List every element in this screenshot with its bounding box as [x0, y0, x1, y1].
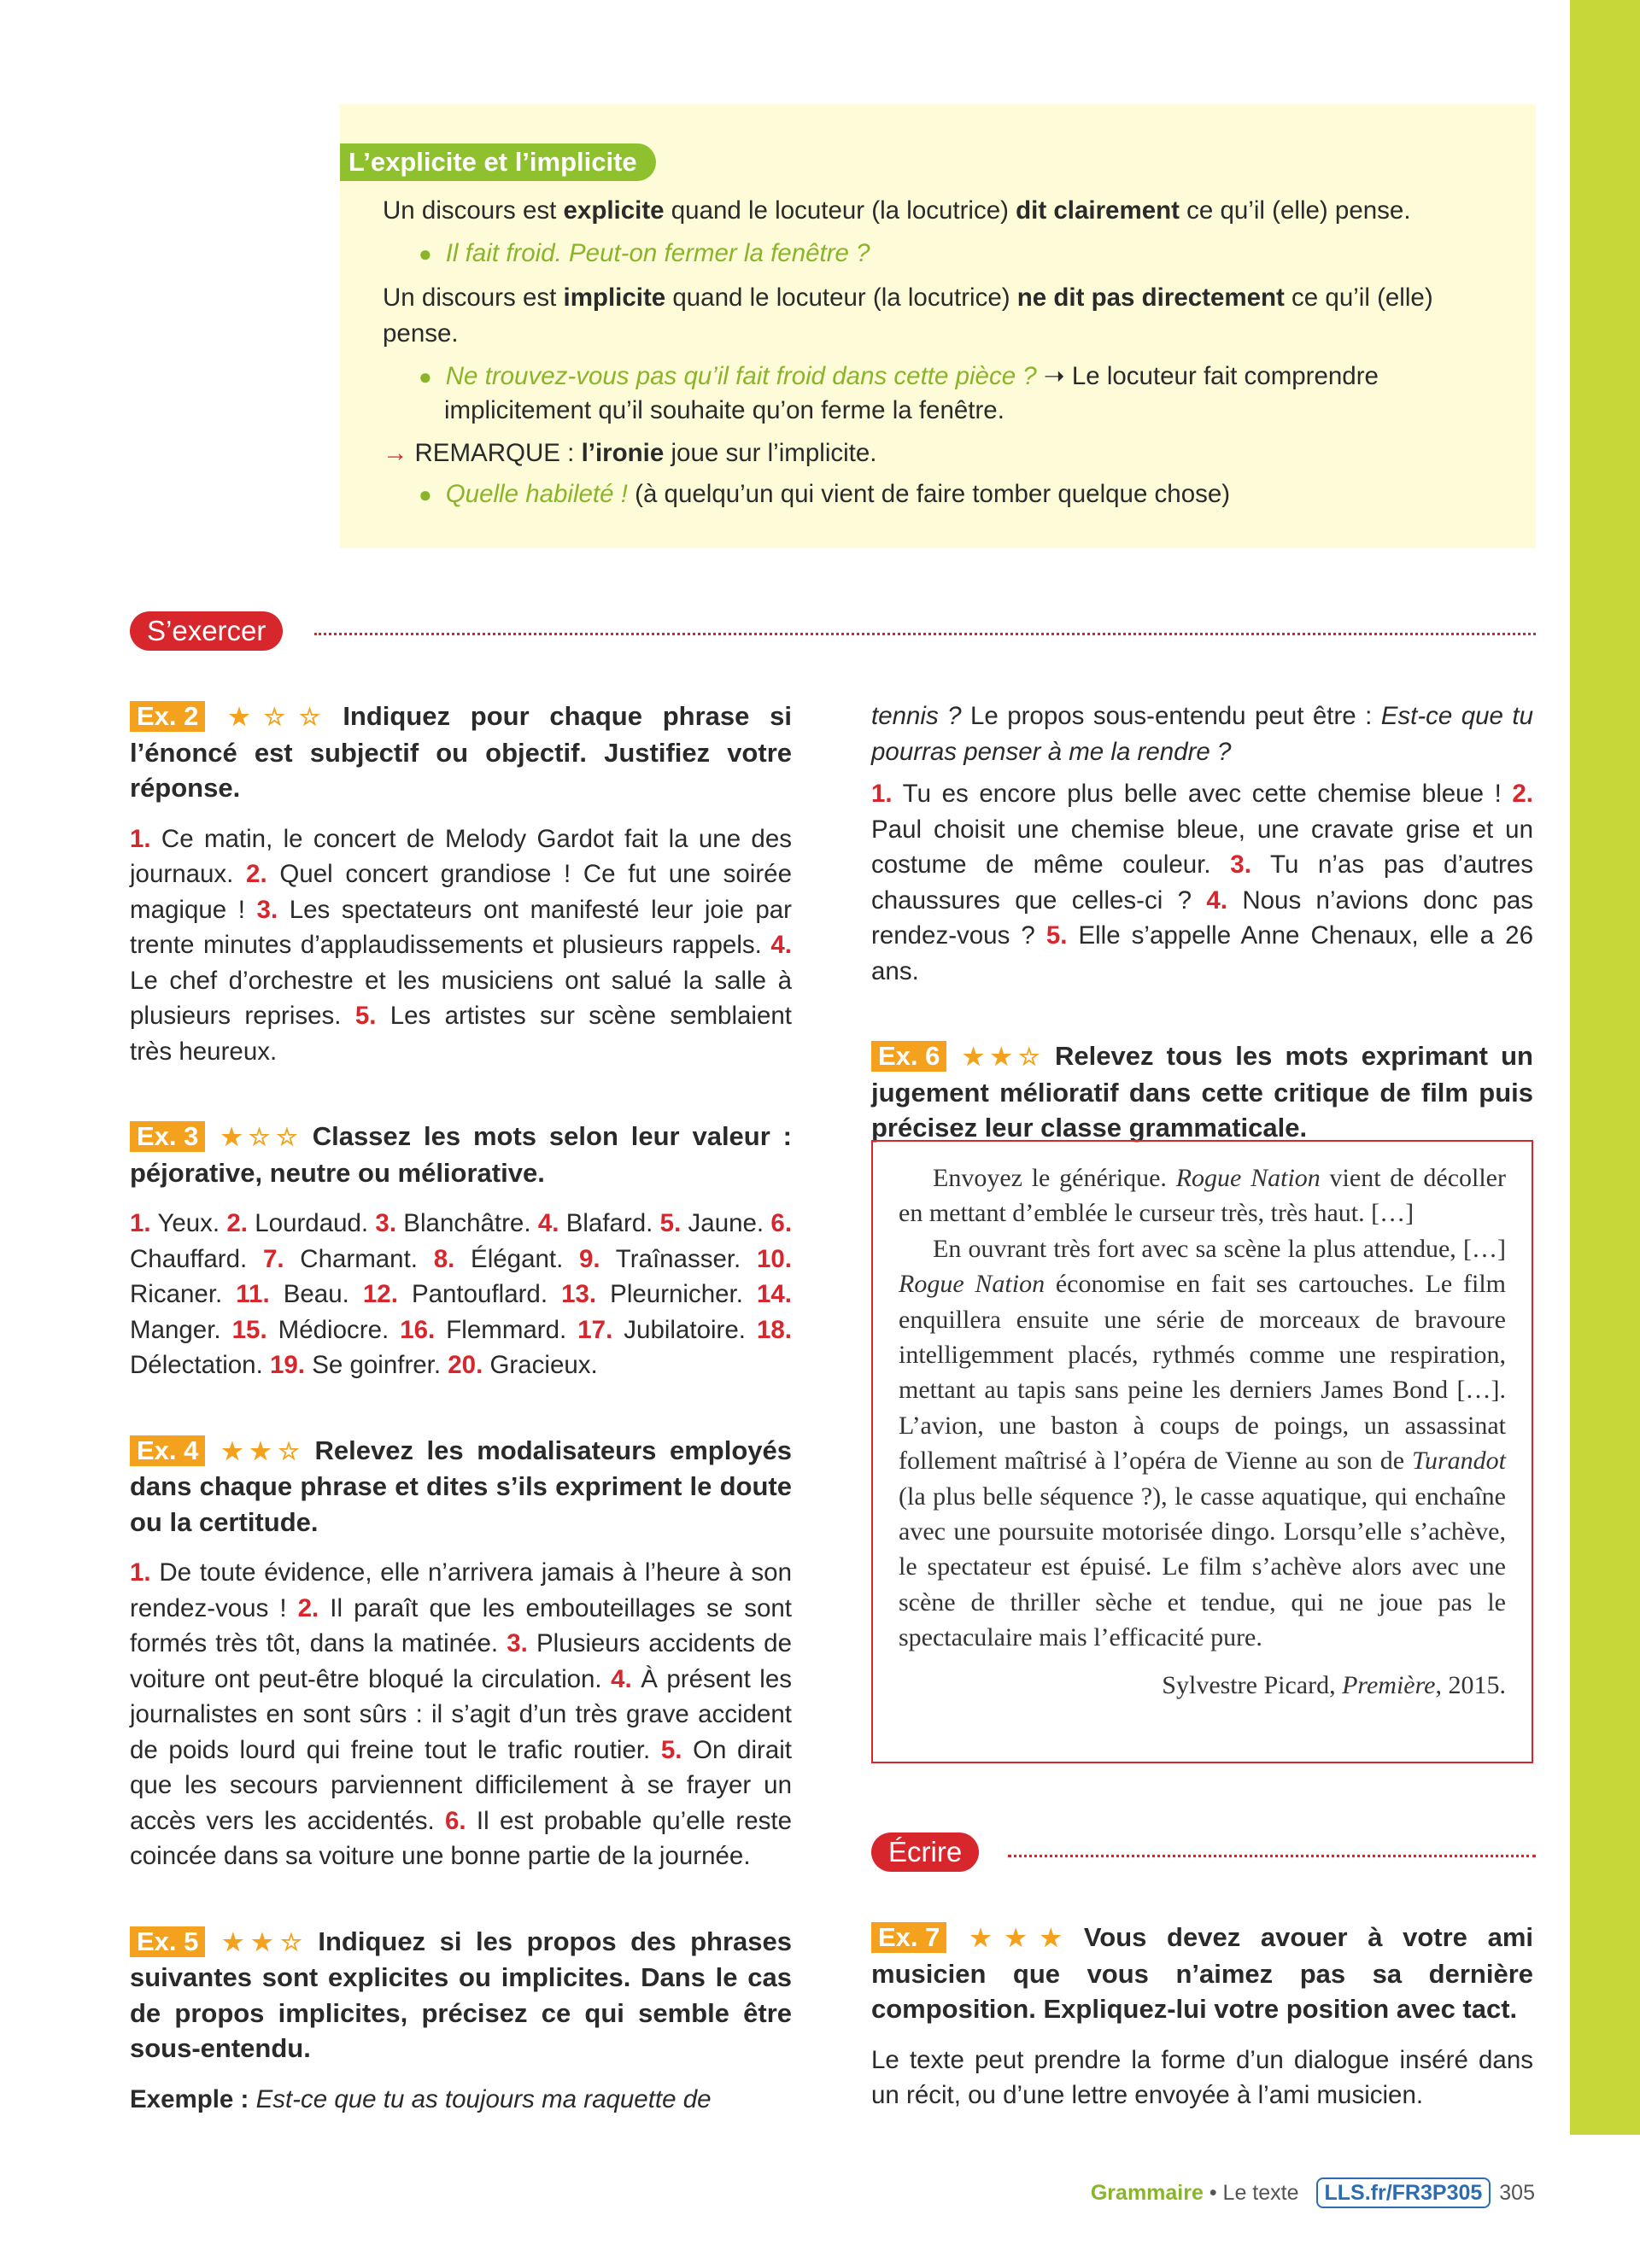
footer-chapter: Le texte	[1222, 2181, 1299, 2205]
ex3-tag: Ex. 3	[130, 1121, 205, 1152]
lesson-implicit-definition-end: pense.	[383, 319, 459, 348]
ex7-body: Le texte peut prendre la forme d’un dialogue inséré dans un récit, ou d’une lettre envoyée à l’ami musicien.	[871, 2045, 1533, 2109]
bullet-icon: ●	[419, 482, 432, 507]
difficulty-stars-icon: ★★☆	[215, 1437, 307, 1464]
lesson-irony-example: ● Quelle habileté ! (à quelqu’un qui vient de faire tomber quelque chose)	[419, 480, 1231, 508]
ex4-tag: Ex. 4	[130, 1435, 205, 1466]
section-divider	[314, 633, 1536, 635]
ex3-body: 1. Yeux. 2. Lourdaud. 3. Blanchâtre. 4. Blafard. 5. Jaune. 6. Chauffard. 7. Charmant. 8. Élégant. 9. Traînasser. 10. Ricaner. 11. Beau. 12. Pantouflard. 13. Pleurnicher. 14. Manger. 15. Médiocre. 16. Flemmard. 17. Jubilatoire. 18. Délectation. 19. Se goinfrer. 20. Gracieux.	[130, 1209, 793, 1379]
right-column	[871, 699, 1533, 1146]
ex2-heading: Ex. 2 ★☆☆ Indiquez pour chaque phrase si l’énoncé est subjectif ou objectif. Justifiez votre réponse.	[130, 701, 792, 803]
ex4-heading: Ex. 4 ★★☆ Relevez les modalisateurs employés dans chaque phrase et dites s’ils expriment le doute ou la certitude.	[130, 1435, 792, 1537]
difficulty-stars-icon: ★★☆	[957, 1043, 1046, 1070]
quote-paragraph-2: En ouvrant très fort avec sa scène la plus attendue, […] Rogue Nation économise en fait ses cartouches. Le film enquillera ensuite une série de morceaux de bravoure intelligemment placés, rythmés comme une respiration, mettant au tapis sans peine les derniers James Bond […]. L’avion, une baston à coups de poings, un assassinat follement maîtrisé à l’opéra de Vienne au son de Turandot (la plus belle séquence ?), le casse aquatique, qui enchaîne avec une poursuite motorisée dingo. Lorsqu’elle s’achève, le spectateur est épuisé. Le film s’achève alors avec une scène de thriller sèche et tendue, qui ne joue pas le spectaculaire mais l’efficacité pure.	[899, 1234, 1506, 1652]
ex7-tag: Ex. 7	[871, 1922, 946, 1953]
ex5-heading: Ex. 5 ★★☆ Indiquez si les propos des phrases suivantes sont explicites ou implicites. Dans le cas de propos implicites, précisez ce qui semble être sous-entendu.	[130, 1926, 792, 2063]
arrow-right-icon: →	[383, 439, 408, 467]
ex4-body: 1. De toute évidence, elle n’arrivera jamais à l’heure à son rendez-vous ! 2. Il paraît que les embouteillages se sont formés très tôt, dans la matinée. 3. Plusieurs accidents de voiture ont peut-être bloqué la circulation. 4. À présent les journalistes en sont sûrs : il s’agit d’un très grave accident de poids lourd qui freine tout le trafic routier. 5. On dirait que les secours parviennent difficilement à se frayer un accès vers les accidentés. 6. Il est probable qu’elle reste coincée dans sa voiture une bonne partie de la journée.	[130, 1558, 792, 1870]
lesson-implicit-example-end: implicitement qu’il souhaite qu’on ferme la fenêtre.	[444, 396, 1004, 424]
quote-source: Sylvestre Picard, Première, 2015.	[1162, 1670, 1506, 1699]
lesson-implicit-definition: Un discours est implicite quand le locuteur (la locutrice) ne dit pas directement ce qu’il (elle)	[383, 284, 1433, 312]
page-number: 305	[1499, 2181, 1535, 2205]
ex6-tag: Ex. 6	[871, 1041, 946, 1072]
section-exercer-label: S’exercer	[130, 611, 283, 651]
difficulty-stars-icon: ★★☆	[215, 1928, 310, 1955]
ex2-body: 1. Ce matin, le concert de Melody Gardot fait la une des journaux. 2. Quel concert grandiose ! Ce fut une soirée magique ! 3. Les spectateurs ont manifesté leur joie par trente minutes d’applaudissements et plusieurs rappels. 4. Le chef d’orchestre et les musiciens ont salué la salle à plusieurs reprises. 5. Les artistes sur scène semblaient très heureux.	[130, 824, 793, 1066]
ex5-example: Exemple : Est-ce que tu as toujours ma raquette de	[130, 2084, 712, 2113]
film-review-quote	[871, 1140, 1533, 1763]
lesson-title: L’explicite et l’implicite	[340, 143, 656, 181]
page-footer: Grammaire • Le texte LLS.fr/FR3P305 305	[1091, 2176, 1535, 2210]
lesson-explicit-definition: Un discours est explicite quand le locuteur (la locutrice) dit clairement ce qu’il (elle) pense.	[383, 196, 1411, 225]
ex7-heading: Ex. 7 ★★★ Vous devez avouer à votre ami musicien que vous n’aimez pas sa dernière composition. Expliquez-lui votre position avec tact.	[871, 1922, 1533, 2024]
lesson-explicit-example: ● Il fait froid. Peut-on fermer la fenêtre ?	[419, 239, 870, 267]
footer-subject: Grammaire	[1090, 2181, 1204, 2205]
ex3-heading: Ex. 3 ★☆☆ Classez les mots selon leur valeur : péjorative, neutre ou méliorative.	[130, 1121, 792, 1188]
difficulty-stars-icon: ★★★	[957, 1925, 1075, 1951]
difficulty-stars-icon: ★☆☆	[215, 704, 335, 730]
quote-paragraph-1: Envoyez le générique. Rogue Nation vient de décoller en mettant d’emblée le curseur très, très haut. […]	[899, 1164, 1506, 1228]
lesson-implicit-example: ● Ne trouvez-vous pas qu’il fait froid dans cette pièce ? ➝ Le locuteur fait comprendre	[419, 362, 1379, 390]
footer-link[interactable]: LLS.fr/FR3P305	[1316, 2177, 1491, 2208]
lesson-remark: → REMARQUE : l’ironie joue sur l’implicite.	[383, 439, 877, 467]
lesson-box	[340, 104, 1536, 548]
bullet-icon: ●	[419, 241, 432, 266]
ex5-tag: Ex. 5	[130, 1926, 205, 1957]
arrow-icon: ➝	[1043, 362, 1065, 390]
ex2-tag: Ex. 2	[130, 701, 205, 732]
left-column	[130, 699, 792, 2117]
ex5-body: 1. Tu es encore plus belle avec cette chemise bleue ! 2. Paul choisit une chemise bleue, une cravate grise et un costume de même couleur. 3. Tu n’as pas d’autres chaussures que celles-ci ? 4. Nous n’avions donc pas rendez-vous ? 5. Elle s’appelle Anne Chenaux, elle a 26 ans.	[871, 780, 1534, 985]
ecrire-column	[871, 1920, 1533, 2113]
ex5-example-continued: tennis ? Le propos sous-entendu peut être : Est-ce que tu pourras penser à me la rendre ?	[871, 702, 1533, 766]
bullet-icon: ●	[419, 364, 432, 389]
ex6-heading: Ex. 6 ★★☆ Relevez tous les mots exprimant un jugement mélioratif dans cette critique de film puis précisez leur classe grammaticale.	[871, 1041, 1533, 1143]
difficulty-stars-icon: ★☆☆	[215, 1124, 304, 1150]
section-divider	[1008, 1855, 1536, 1857]
chapter-sidebar-strip	[1570, 0, 1640, 2135]
section-ecrire-label: Écrire	[871, 1833, 979, 1872]
